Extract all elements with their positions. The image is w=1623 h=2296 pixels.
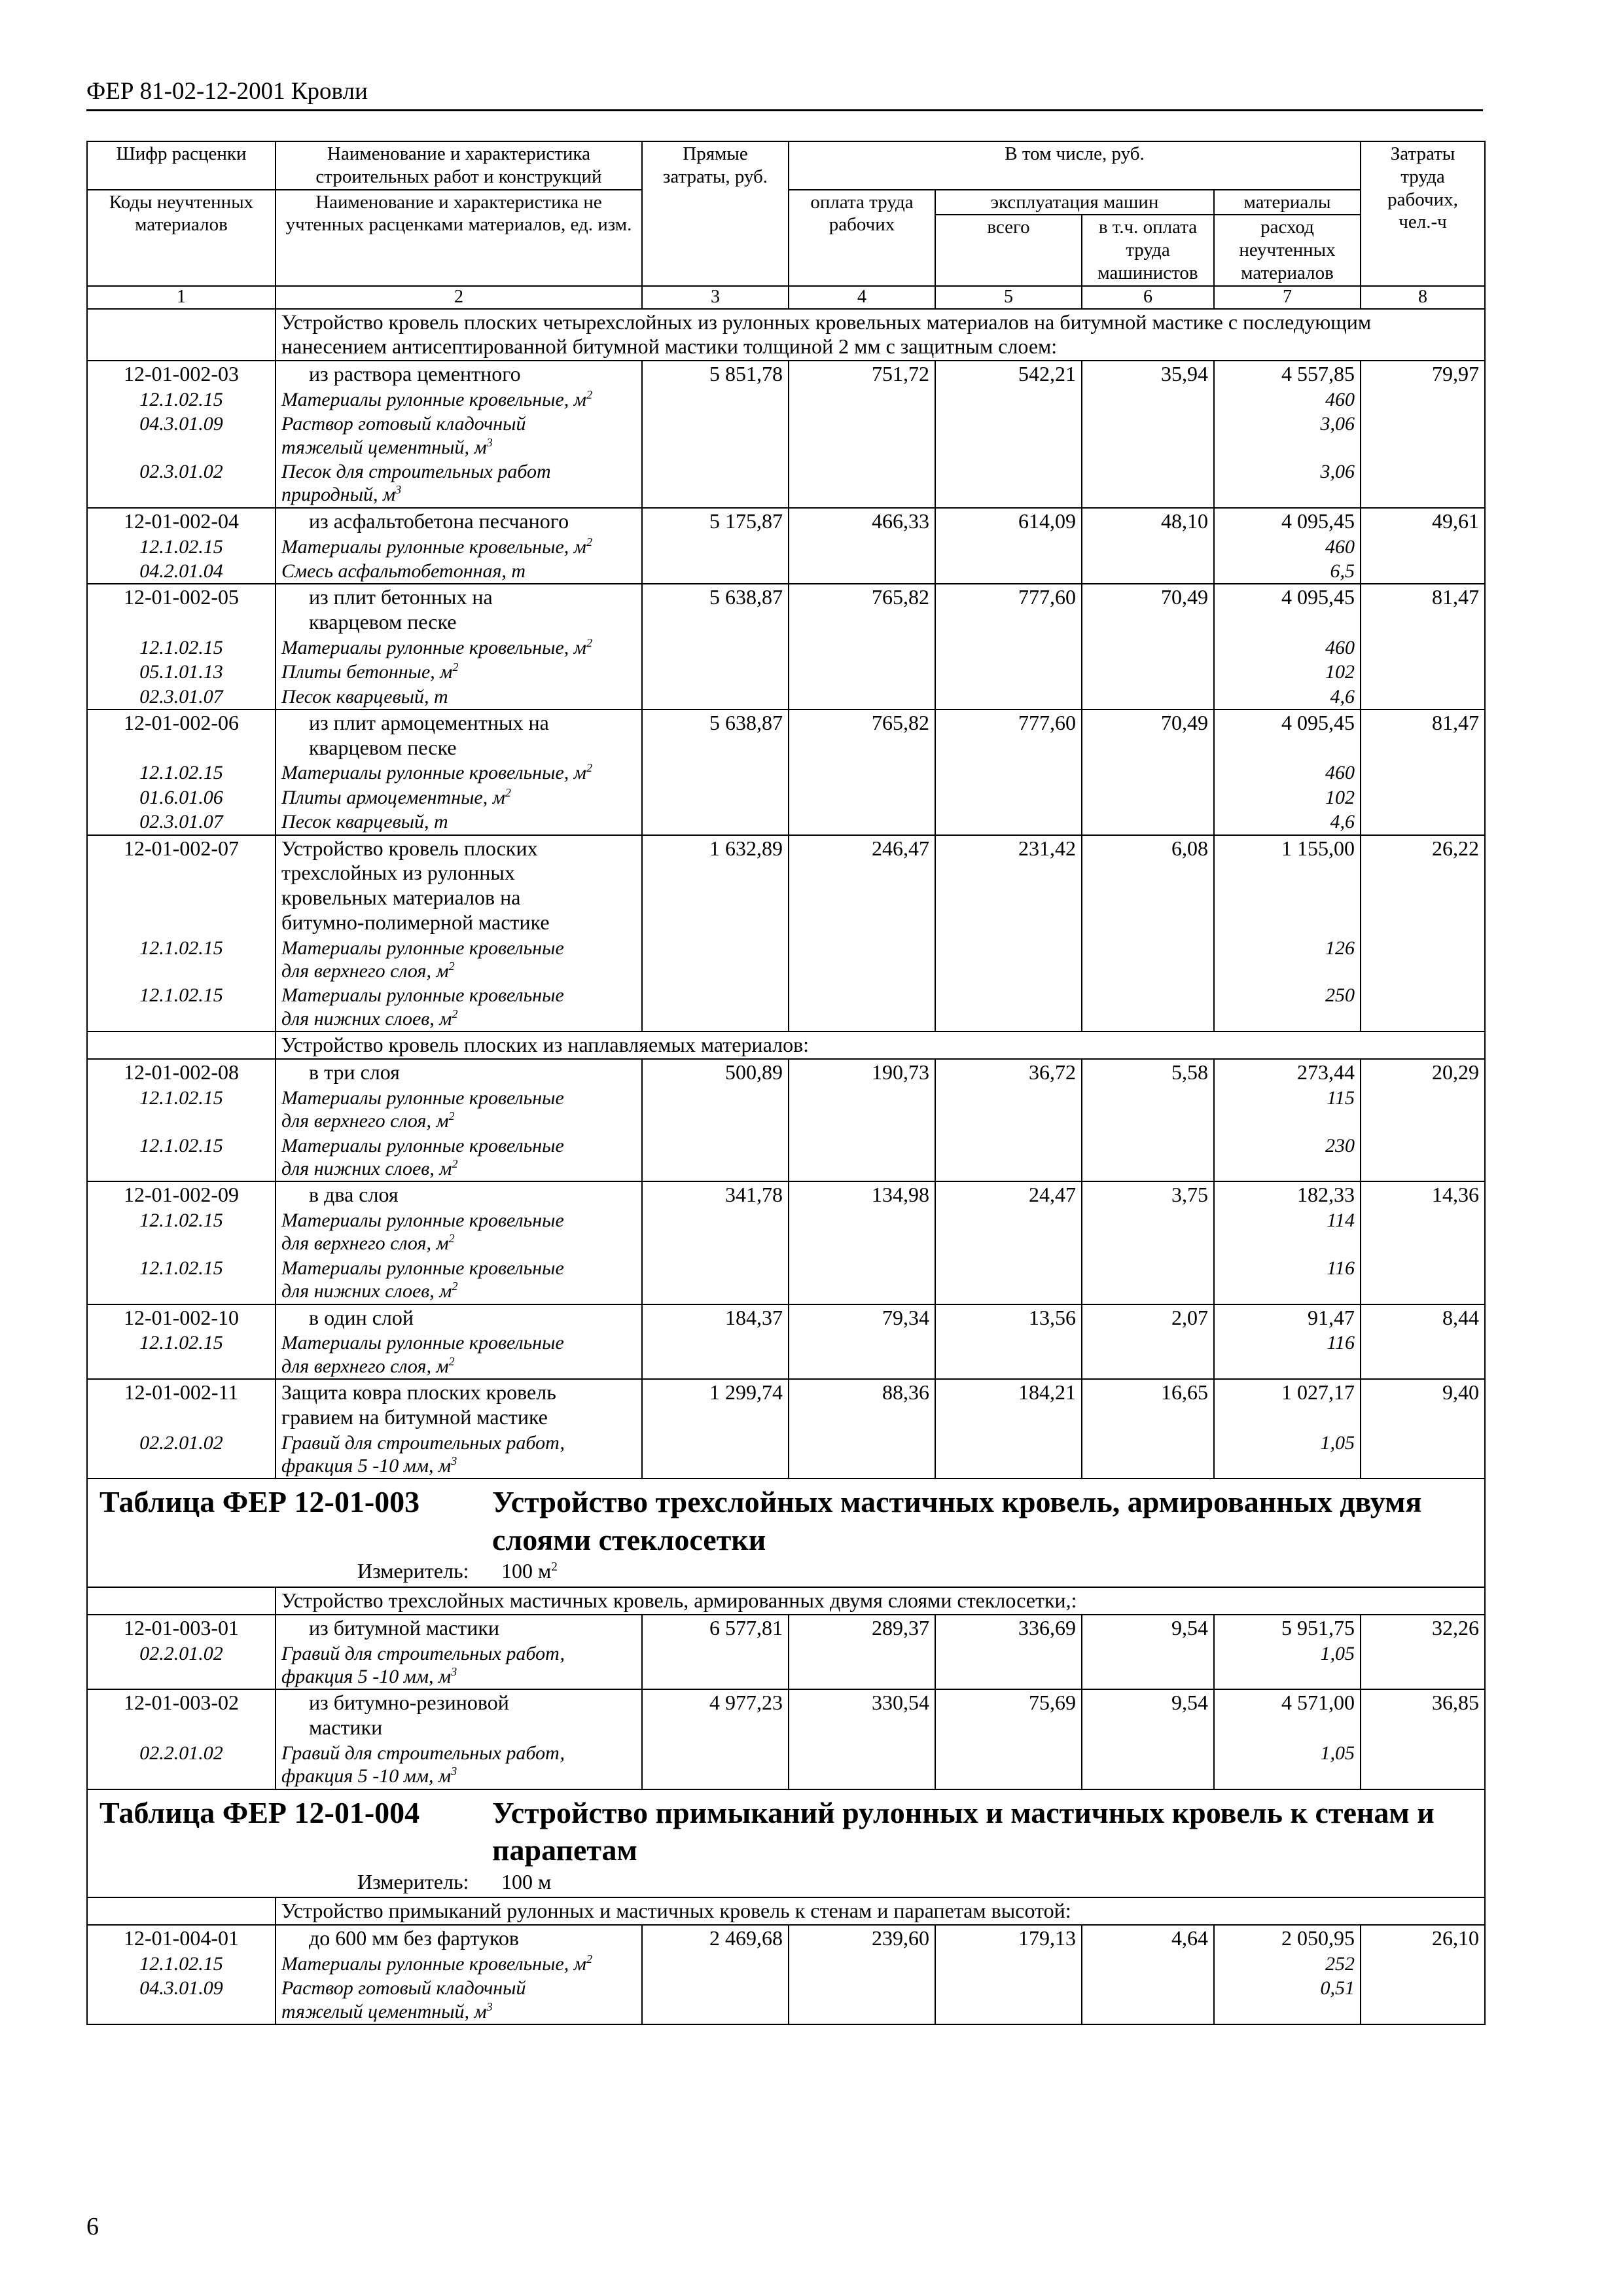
material-qty: 102 [1214,660,1361,684]
rate-name: Защита ковра плоских кровель [281,1380,556,1405]
rate-row [87,1689,1485,1741]
material-code: 12.1.02.15 [87,1134,276,1182]
material-code: 01.6.01.06 [87,785,276,810]
material-name-cont: для верхнего слоя, м [281,1355,449,1377]
material-name: Песок для строительных работ [281,461,551,482]
material-code: 12.1.02.15 [87,1952,276,1976]
direct-costs: 341,78 [642,1181,789,1208]
material-name-cont: для нижних слоев, м [281,1280,452,1302]
material-name: Материалы рулонные кровельные [281,984,564,1007]
machines-total: 614,09 [935,508,1082,535]
material-row: 05.1.01.13 Плиты бетонные, $м^2$ 102 [87,660,1485,684]
table-title: Устройство примыканий рулонных и мастичных кровель к стенам и парапетам [492,1795,1435,1867]
rate-name: из битумной мастики [276,1615,642,1641]
material-code: 04.3.01.09 [87,1976,276,2024]
rate-row [87,709,1485,761]
materials-cost: 4 571,00 [1214,1689,1361,1741]
labor-pay: 765,82 [789,709,935,761]
machines-total: 777,60 [935,709,1082,761]
material-row: 02.2.01.02 Гравий для строительных работ, фракция 5 -10 мм, $м^3$ 1,05 [87,1641,1485,1690]
rate-row [87,508,1485,535]
material-code: 12.1.02.15 [87,1086,276,1134]
header-labor-hours: Затраты труда рабочих, чел.-ч [1361,141,1485,286]
material-code: 02.3.01.07 [87,685,276,709]
rate-row [87,1304,1485,1331]
rate-name-cont: мастики [309,1715,383,1740]
rate-name: в два слоя [276,1181,642,1208]
material-row: 12.1.02.15 Материалы рулонные кровельные для верхнего слоя, $м^2$ 126 [87,936,1485,984]
labor-pay: 134,98 [789,1181,935,1208]
material-name: Гравий для строительных работ, [281,1431,565,1454]
meter-value: 100 м [501,1869,552,1893]
direct-costs: 6 577,81 [642,1615,789,1641]
material-name: Смесь асфальтобетонная, т [276,559,642,584]
labor-hours: 9,40 [1361,1379,1485,1431]
col-number: 2 [276,286,642,309]
material-name: Материалы рулонные кровельные [281,937,564,959]
rate-code: 12-01-002-09 [87,1181,276,1208]
material-code: 12.1.02.15 [87,1256,276,1304]
section-heading: Устройство трехслойных мастичных кровель, армированных двумя слоями стеклосетки,: [276,1587,1485,1615]
machinist-pay: 70,49 [1082,709,1214,761]
direct-costs: 4 977,23 [642,1689,789,1741]
material-qty: 1,05 [1214,1641,1361,1690]
material-row: 02.2.01.02 Гравий для строительных работ, фракция 5 -10 мм, $м^3$ 1,05 [87,1741,1485,1789]
materials-cost: 2 050,95 [1214,1925,1361,1952]
material-name: Материалы рулонные кровельные, м [281,636,586,658]
rate-name: из плит бетонных на [309,585,493,609]
direct-costs: 500,89 [642,1059,789,1086]
material-name: Материалы рулонные кровельные [281,1332,564,1354]
page-number: 6 [86,2213,99,2240]
labor-hours: 81,47 [1361,709,1485,761]
direct-costs: 184,37 [642,1304,789,1331]
labor-pay: 79,34 [789,1304,935,1331]
header-materials: материалы [1214,190,1361,215]
material-name: Материалы рулонные кровельные [281,1210,564,1232]
labor-pay: 246,47 [789,835,935,936]
labor-pay: 88,36 [789,1379,935,1431]
col-number: 3 [642,286,789,309]
machinist-pay: 3,75 [1082,1181,1214,1208]
rate-name: в три слоя [276,1059,642,1086]
machinist-pay: 16,65 [1082,1379,1214,1431]
machines-total: 13,56 [935,1304,1082,1331]
header-material-usage: расход неучтенных материалов [1214,215,1361,285]
table-label: Таблица ФЕР 12-01-004 [99,1795,420,1829]
material-row [87,685,1485,709]
material-row: 12.1.02.15 Материалы рулонные кровельные, $м^2$ 460 [87,387,1485,412]
rate-code: 12-01-003-01 [87,1615,276,1641]
material-row: 12.1.02.15 Материалы рулонные кровельные, $м^2$ 460 [87,535,1485,559]
material-code: 02.3.01.02 [87,459,276,508]
rate-code: 12-01-002-07 [87,835,276,936]
material-row: 12.1.02.15 Материалы рулонные кровельные, $м^2$ 460 [87,636,1485,660]
material-row: 12.1.02.15 Материалы рулонные кровельные, $м^2$ 252 [87,1952,1485,1976]
material-row: 12.1.02.15 Материалы рулонные кровельные для нижних слоев, $м^2$ 230 [87,1134,1485,1182]
materials-cost: 5 951,75 [1214,1615,1361,1641]
header-machines-total: всего [935,215,1082,285]
labor-hours: 20,29 [1361,1059,1485,1086]
machinist-pay: 70,49 [1082,584,1214,636]
material-name-cont: для нижних слоев, м [281,1007,452,1030]
machinist-pay: 5,58 [1082,1059,1214,1086]
material-row: 12.1.02.15 Материалы рулонные кровельные для верхнего слоя, $м^2$ 116 [87,1331,1485,1379]
rate-name-cont: трехслойных из рулонных [281,861,515,885]
material-row [87,559,1485,584]
header-including: В том числе, руб. [789,141,1361,190]
rate-row [87,1925,1485,1952]
material-row: 12.1.02.15 Материалы рулонные кровельные для нижних слоев, $м^2$ 250 [87,983,1485,1031]
machines-total: 75,69 [935,1689,1082,1741]
rate-code: 12-01-002-10 [87,1304,276,1331]
material-qty: 460 [1214,387,1361,412]
material-code: 04.3.01.09 [87,412,276,459]
material-code: 02.2.01.02 [87,1741,276,1789]
material-row: 12.1.02.15 Материалы рулонные кровельные для верхнего слоя, $м^2$ 114 [87,1208,1485,1256]
material-row: 04.3.01.09 Раствор готовый кладочный тяжелый цементный, $м^3$ 3,06 [87,412,1485,459]
labor-hours: 36,85 [1361,1689,1485,1741]
labor-hours: 14,36 [1361,1181,1485,1208]
meter-value: 100 м [501,1559,552,1583]
machinist-pay: 9,54 [1082,1615,1214,1641]
material-row: 12.1.02.15 Материалы рулонные кровельные для нижних слоев, $м^2$ 116 [87,1256,1485,1304]
rate-name-cont: кровельных материалов на [281,886,521,910]
header-machines: эксплуатация машин [935,190,1214,215]
materials-cost: 273,44 [1214,1059,1361,1086]
material-name-cont: природный, м [281,484,396,506]
machinist-pay: 9,54 [1082,1689,1214,1741]
materials-cost: 1 155,00 [1214,835,1361,936]
rate-name: из плит армоцементных на [309,710,549,734]
labor-pay: 765,82 [789,584,935,636]
material-code: 12.1.02.15 [87,1208,276,1256]
labor-pay: 751,72 [789,361,935,387]
material-qty: 1,05 [1214,1741,1361,1789]
material-qty: 115 [1214,1086,1361,1134]
direct-costs: 5 175,87 [642,508,789,535]
rate-code: 12-01-002-05 [87,584,276,636]
material-qty: 3,06 [1214,412,1361,459]
material-qty: 102 [1214,785,1361,810]
material-name: Плиты армоцементные, м [281,786,505,808]
material-code: 12.1.02.15 [87,535,276,559]
header-code: Шифр расценки [87,141,276,190]
materials-cost: 4 095,45 [1214,709,1361,761]
material-qty: 4,6 [1214,685,1361,709]
materials-cost: 182,33 [1214,1181,1361,1208]
materials-cost: 4 557,85 [1214,361,1361,387]
rate-name-cont: кварцевом песке [309,610,457,634]
rate-code: 12-01-002-06 [87,709,276,761]
machines-total: 777,60 [935,584,1082,636]
material-qty: 250 [1214,983,1361,1031]
material-code: 02.3.01.07 [87,810,276,834]
material-name: Раствор готовый кладочный [281,413,526,435]
material-code: 12.1.02.15 [87,387,276,412]
machines-total: 231,42 [935,835,1082,936]
machines-total: 542,21 [935,361,1082,387]
materials-cost: 4 095,45 [1214,584,1361,636]
labor-pay: 190,73 [789,1059,935,1086]
labor-pay: 289,37 [789,1615,935,1641]
rate-code: 12-01-002-03 [87,361,276,387]
direct-costs: 5 851,78 [642,361,789,387]
material-name: Материалы рулонные кровельные, м [281,1952,586,1975]
machines-total: 184,21 [935,1379,1082,1431]
material-row: 12.1.02.15 Материалы рулонные кровельные, $м^2$ 460 [87,761,1485,785]
material-row: 02.3.01.02 Песок для строительных работ природный, $м^3$ 3,06 [87,459,1485,508]
rate-code: 12-01-003-02 [87,1689,276,1741]
material-qty: 252 [1214,1952,1361,1976]
material-code: 12.1.02.15 [87,636,276,660]
rate-name-cont: кварцевом песке [309,735,457,759]
material-name: Песок кварцевый, т [276,685,642,709]
material-name: Материалы рулонные кровельные, м [281,762,586,784]
labor-hours: 49,61 [1361,508,1485,535]
material-qty: 114 [1214,1208,1361,1256]
direct-costs: 1 299,74 [642,1379,789,1431]
header-machinist-pay: в т.ч. оплата труда машинистов [1082,215,1214,285]
material-qty: 1,05 [1214,1431,1361,1479]
material-code: 12.1.02.15 [87,761,276,785]
header-direct-costs: Прямые затраты, руб. [642,141,789,286]
material-name: Материалы рулонные кровельные [281,1134,564,1157]
section-heading: Устройство кровель плоских из наплавляемых материалов: [276,1031,1485,1059]
labor-hours: 32,26 [1361,1615,1485,1641]
labor-pay: 239,60 [789,1925,935,1952]
rate-name-cont: гравием на битумной мастике [281,1405,548,1429]
rate-name: из битумно-резиновой [309,1691,509,1715]
material-row: 04.3.01.09 Раствор готовый кладочный тяжелый цементный, $м^3$ 0,51 [87,1976,1485,2024]
rate-row [87,361,1485,387]
rate-row [87,1615,1485,1641]
rate-row [87,1059,1485,1086]
header-labor-pay: оплата труда рабочих [789,190,935,286]
col-number: 6 [1082,286,1214,309]
material-qty: 116 [1214,1331,1361,1379]
header-name: Наименование и характеристика строительных работ и конструкций [276,141,642,190]
material-name-cont: для верхнего слоя, м [281,1110,449,1132]
material-code: 02.2.01.02 [87,1431,276,1479]
col-number: 5 [935,286,1082,309]
header-material-names: Наименование и характеристика не учтенных расценками материалов, ед. изм. [276,190,642,286]
material-name: Раствор готовый кладочный [281,1977,526,2000]
material-name-cont: фракция 5 -10 мм, м [281,1765,452,1787]
rate-code: 12-01-004-01 [87,1925,276,1952]
material-code: 12.1.02.15 [87,983,276,1031]
material-row [87,810,1485,834]
labor-hours: 26,22 [1361,835,1485,936]
rate-row [87,835,1485,936]
col-number: 8 [1361,286,1485,309]
material-qty: 460 [1214,535,1361,559]
meter-label: Измеритель: [357,1869,469,1893]
rate-name: Устройство кровель плоских [281,836,538,860]
material-name-cont: тяжелый цементный, м [281,436,487,458]
rate-code: 12-01-002-08 [87,1059,276,1086]
material-name: Материалы рулонные кровельные, м [281,388,586,410]
labor-hours: 8,44 [1361,1304,1485,1331]
material-qty: 460 [1214,636,1361,660]
material-qty: 6,5 [1214,559,1361,584]
rate-row [87,584,1485,636]
material-name: Материалы рулонные кровельные, м [281,535,586,558]
rate-name: в один слой [276,1304,642,1331]
material-name-cont: фракция 5 -10 мм, м [281,1666,452,1688]
material-code: 04.2.01.04 [87,559,276,584]
material-qty: 126 [1214,936,1361,984]
direct-costs: 2 469,68 [642,1925,789,1952]
labor-hours: 26,10 [1361,1925,1485,1952]
machines-total: 36,72 [935,1059,1082,1086]
material-qty: 3,06 [1214,459,1361,508]
document-header: ФЕР 81-02-12-2001 Кровли [86,77,1483,111]
direct-costs: 5 638,87 [642,584,789,636]
material-code: 05.1.01.13 [87,660,276,684]
col-number: 7 [1214,286,1361,309]
rate-code: 12-01-002-11 [87,1379,276,1431]
materials-cost: 4 095,45 [1214,508,1361,535]
material-qty: 0,51 [1214,1976,1361,2024]
table-label: Таблица ФЕР 12-01-003 [99,1485,420,1519]
machines-total: 24,47 [935,1181,1082,1208]
rate-row [87,1181,1485,1208]
materials-cost: 1 027,17 [1214,1379,1361,1431]
material-row: 01.6.01.06 Плиты армоцементные, $м^2$ 102 [87,785,1485,810]
material-row: 02.2.01.02 Гравий для строительных работ, фракция 5 -10 мм, $м^3$ 1,05 [87,1431,1485,1479]
material-code: 12.1.02.15 [87,936,276,984]
material-name-cont: фракция 5 -10 мм, м [281,1455,452,1477]
material-qty: 4,6 [1214,810,1361,834]
material-code: 02.2.01.02 [87,1641,276,1690]
material-name: Гравий для строительных работ, [281,1642,565,1664]
direct-costs: 1 632,89 [642,835,789,936]
col-number: 4 [789,286,935,309]
rate-name-cont: битумно-полимерной мастике [281,910,550,934]
material-name-cont: для верхнего слоя, м [281,1232,449,1255]
machinist-pay: 35,94 [1082,361,1214,387]
meter-label: Измеритель: [357,1559,469,1583]
machines-total: 179,13 [935,1925,1082,1952]
material-name: Плиты бетонные, м [281,661,453,683]
labor-hours: 81,47 [1361,584,1485,636]
material-qty: 116 [1214,1256,1361,1304]
material-name: Песок кварцевый, т [276,810,642,834]
material-name-cont: для верхнего слоя, м [281,960,449,982]
material-row: 12.1.02.15 Материалы рулонные кровельные для верхнего слоя, $м^2$ 115 [87,1086,1485,1134]
section-heading: Устройство примыканий рулонных и мастичных кровель к стенам и парапетам высотой: [276,1897,1485,1925]
materials-cost: 91,47 [1214,1304,1361,1331]
material-qty: 230 [1214,1134,1361,1182]
table-title: Устройство трехслойных мастичных кровель, армированных двумя слоями стеклосетки [492,1485,1422,1556]
rate-name: из раствора цементного [276,361,642,387]
rate-name: из асфальтобетона песчаного [276,508,642,535]
section-heading: Устройство кровель плоских четырехслойных из рулонных кровельных материалов на битумной мастике с последующим нанесением антисептированной битумной мастики толщиной 2 мм с защитным слоем: [276,309,1485,361]
material-code: 12.1.02.15 [87,1331,276,1379]
machinist-pay: 6,08 [1082,835,1214,936]
direct-costs: 5 638,87 [642,709,789,761]
machinist-pay: 48,10 [1082,508,1214,535]
col-number: 1 [87,286,276,309]
material-name-cont: тяжелый цементный, м [281,2000,487,2022]
material-name: Материалы рулонные кровельные [281,1257,564,1279]
header-material-codes: Коды неучтенных материалов [87,190,276,286]
rates-table: Шифр расценки Наименование и характеристика строительных работ и конструкций Прямые затраты, руб. В том числе, руб. Затраты труда рабочих, чел.-ч Коды неучтенных материалов Наименование и характеристика не учтенных расценками материалов, ед. изм. оплата труда рабочих эксплуатация машин материалы всего в т.ч. оплата труда машинистов расход неучтенных материалов 1 2 3 4 5 6 7 8 Устройство кровель плоских четырехслойных из рулонных кровельных материалов на битумной мастике с последующим нанесением антисептированной битумной мастики толщиной 2 мм с защитным слоем: 12-01-002-03 из раствора цементного 5 851,78 751,72 542,21 35,94 4 557,85 79,97 12.1.02.15 Материалы рулонные кровельные, $м^2$ 460 04.3.01.09 Раствор готовый кладочный тяжелый цементный, $м^3$ 3,06 02.3.01.02 Песок для строительных работ природный, $м^3$ 3,06 12-01-002-04 из асфальтобетона песчаного 5 175,87 466,33 614,09 48,10 4 095,45 49,61 12.1.02.15 Материалы рулонные кровельные, $м^2$ 460 04.2.01.04 Смесь асфальтобетонная, т 6,5 12-01-002-05 из плит бетонных на кварцевом песке 5 638,87 765,82 777,60 70,49 4 095,45 81,47 12.1.02.15 Материалы рулонные кровельные, $м^2$ 460 05.1.01.13 Плиты бетонные, $м^2$ 102 02.3.01.07 Песок кварцевый, т 4,6 12-01-002-06 из плит армоцементных на кварцевом песке 5 638,87 765,82 777,60 70,49 4 095,45 81,47 12.1.02.15 Материалы рулонные кровельные, $м^2$ 460 01.6.01.06 Плиты армоцементные, $м^2$ 102 02.3.01.07 Песок кварцевый, т 4,6 12-01-002-07 Устройство кровель плоских трехслойных из рулонных кровельных материалов на битумно-полимерной мастике 1 632,89 246,47 231,42 6,08 1 155,00 26,22 12.1.02.15 Материалы рулонные кровельные для верхнего слоя, $м^2$ 126 12.1.02.15 Материалы рулонные кровельные для нижних слоев, $м^2$ 250 Устройство кровель плоских из наплавляемых материалов: 12-01-002-08 в три слоя 500,89 190,73 36,72 5,58 273,44 20,29 12.1.02.15 Материалы рулонные кровельные для верхнего слоя, $м^2$ 115 12.1.02.15 Материалы рулонные кровельные для нижних слоев, $м^2$ 230 12-01-002-09 в два слоя 341,78 134,98 24,47 3,75 182,33 14,36 12.1.02.15 Материалы рулонные кровельные для верхнего слоя, $м^2$ 114 12.1.02.15 Материалы рулонные кровельные для нижних слоев, $м^2$ 116 12-01-002-10 в один слой 184,37 79,34 13,56 2,07 91,47 8,44 12.1.02.15 Материалы рулонные кровельные для верхнего слоя, $м^2$ 116 12-01-002-11 Защита ковра плоских кровель гравием на битумной мастике 1 299,74 88,36 184,21 16,65 1 027,17 9,40 02.2.01.02 Гравий для строительных работ, фракция 5 -10 мм, $м^3$ 1,05 Таблица ФЕР 12-01-003 Устройство трехслойных мастичных кровель, армированных двумя слоями стеклосетки Измеритель: 100 $м^2$ Устройство трехслойных мастичных кровель, армированных двумя слоями стеклосетки,: 12-01-003-01 из битумной мастики 6 577,81 289,37 336,69 9,54 5 951,75 32,26 02.2.01.02 Гравий для строительных работ, фракция 5 -10 мм, $м^3$ 1,05 12-01-003-02 из битумно-резиновой мастики 4 977,23 330,54 75,69 9,54 4 571,00 36,85 02.2.01.02 Гравий для строительных работ, фракция 5 -10 мм, $м^3$ 1,05 Таблица ФЕР 12-01-004 Устройство примыканий рулонных и мастичных кровель к стенам и парапетам Измеритель: 100 м Устройство примыканий рулонных и мастичных кровель к стенам и парапетам высотой: 12-01-004-01 до 600 мм без фартуков 2 469,68 239,60 179,13 4,64 2 050,95 26,10 12.1.02.15 Материалы рулонные кровельные, $м^2$ 252 04.3.01.09 Раствор готовый кладочный тяжелый цементный, $м^3$ 0,51 [86,141,1486,2025]
material-name-cont: для нижних слоев, м [281,1157,452,1179]
rate-code: 12-01-002-04 [87,508,276,535]
rate-name: до 600 мм без фартуков [276,1925,642,1952]
labor-pay: 466,33 [789,508,935,535]
material-name: Гравий для строительных работ, [281,1742,565,1764]
labor-pay: 330,54 [789,1689,935,1741]
machinist-pay: 2,07 [1082,1304,1214,1331]
labor-hours: 79,97 [1361,361,1485,387]
rate-row [87,1379,1485,1431]
material-name: Материалы рулонные кровельные [281,1086,564,1109]
machines-total: 336,69 [935,1615,1082,1641]
material-qty: 460 [1214,761,1361,785]
machinist-pay: 4,64 [1082,1925,1214,1952]
